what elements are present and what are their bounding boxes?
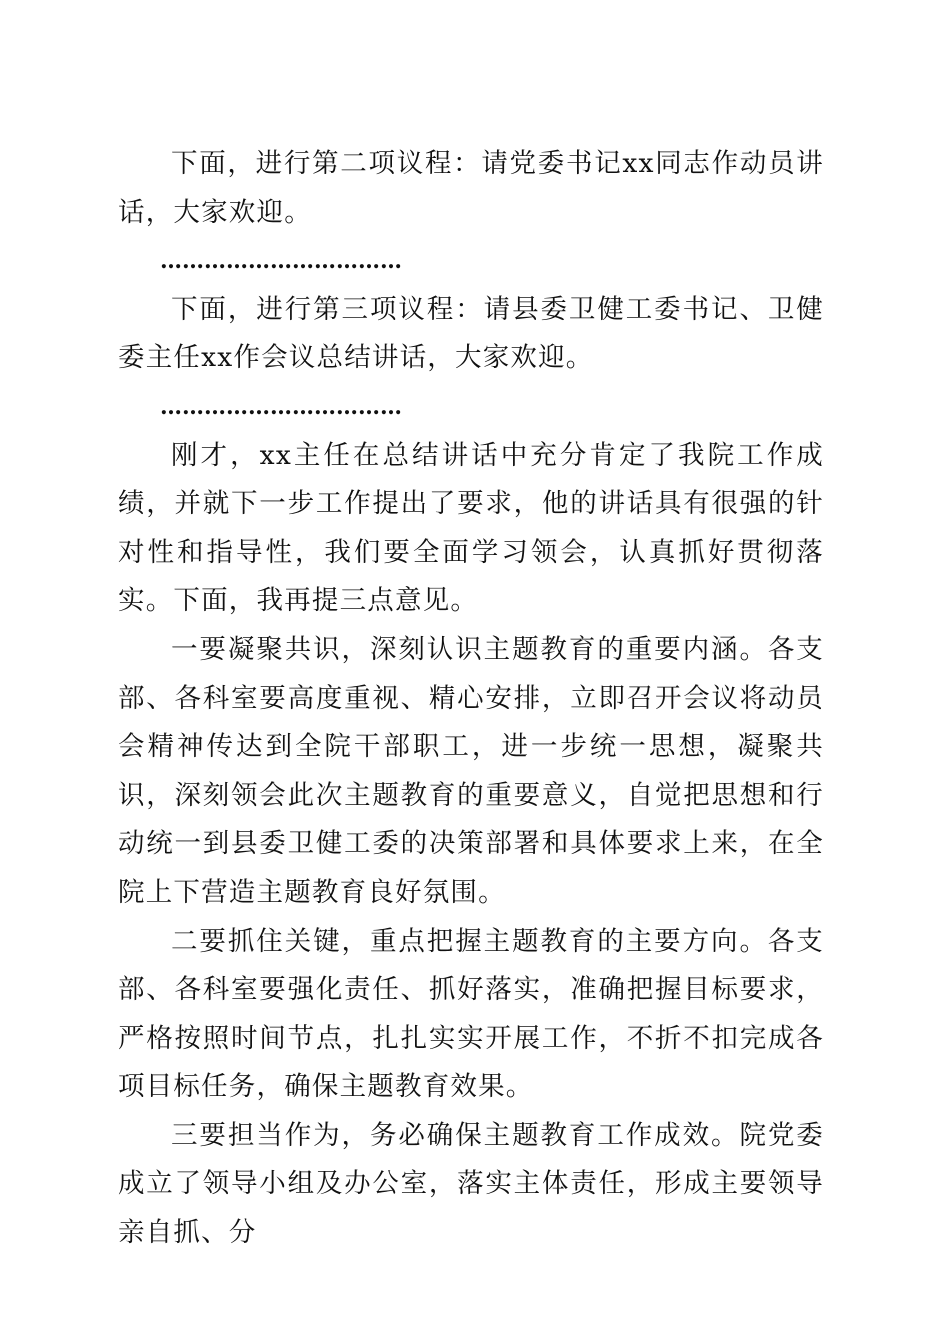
paragraph-agenda-item-three: 下面，进行第三项议程：请县委卫健工委书记、卫健委主任xx作会议总结讲话，大家欢迎。 — [118, 293, 824, 374]
document-body — [118, 140, 824, 1258]
ellipsis-separator: …………………………… — [160, 248, 402, 275]
ellipsis-separator: …………………………… — [160, 393, 402, 420]
paragraph-agenda-item-two: 下面，进行第二项议程：请党委书记xx同志作动员讲话，大家欢迎。 — [118, 148, 824, 228]
paragraph-point-three: 三要担当作为，务必确保主题教育工作成效。院党委成立了领导小组及办公室，落实主体责任，形成主要领导亲自抓、分 — [118, 1119, 824, 1249]
paragraph-point-one: 一要凝聚共识，深刻认识主题教育的重要内涵。各支部、各科室要高度重视、精心安排，立即召开会议将动员会精神传达到全院干部职工，进一步统一思想，凝聚共识，深刻领会此次主题教育的重要意义，自觉把思想和行动统一到县委卫健工委的决策部署和具体要求上来，在全院上下营造主题教育良好氛围。 — [118, 633, 824, 908]
paragraph-point-two: 二要抓住关键，重点把握主题教育的主要方向。各支部、各科室要强化责任、抓好落实，准确把握目标要求，严格按照时间节点，扎扎实实开展工作，不折不扣完成各项目标任务，确保主题教育效果。 — [118, 925, 824, 1103]
paragraph-summary-intro: 刚才，xx主任在总结讲话中充分肯定了我院工作成绩，并就下一步工作提出了要求，他的讲话具有很强的针对性和指导性，我们要全面学习领会，认真抓好贯彻落实。下面，我再提三点意见。 — [118, 439, 824, 617]
